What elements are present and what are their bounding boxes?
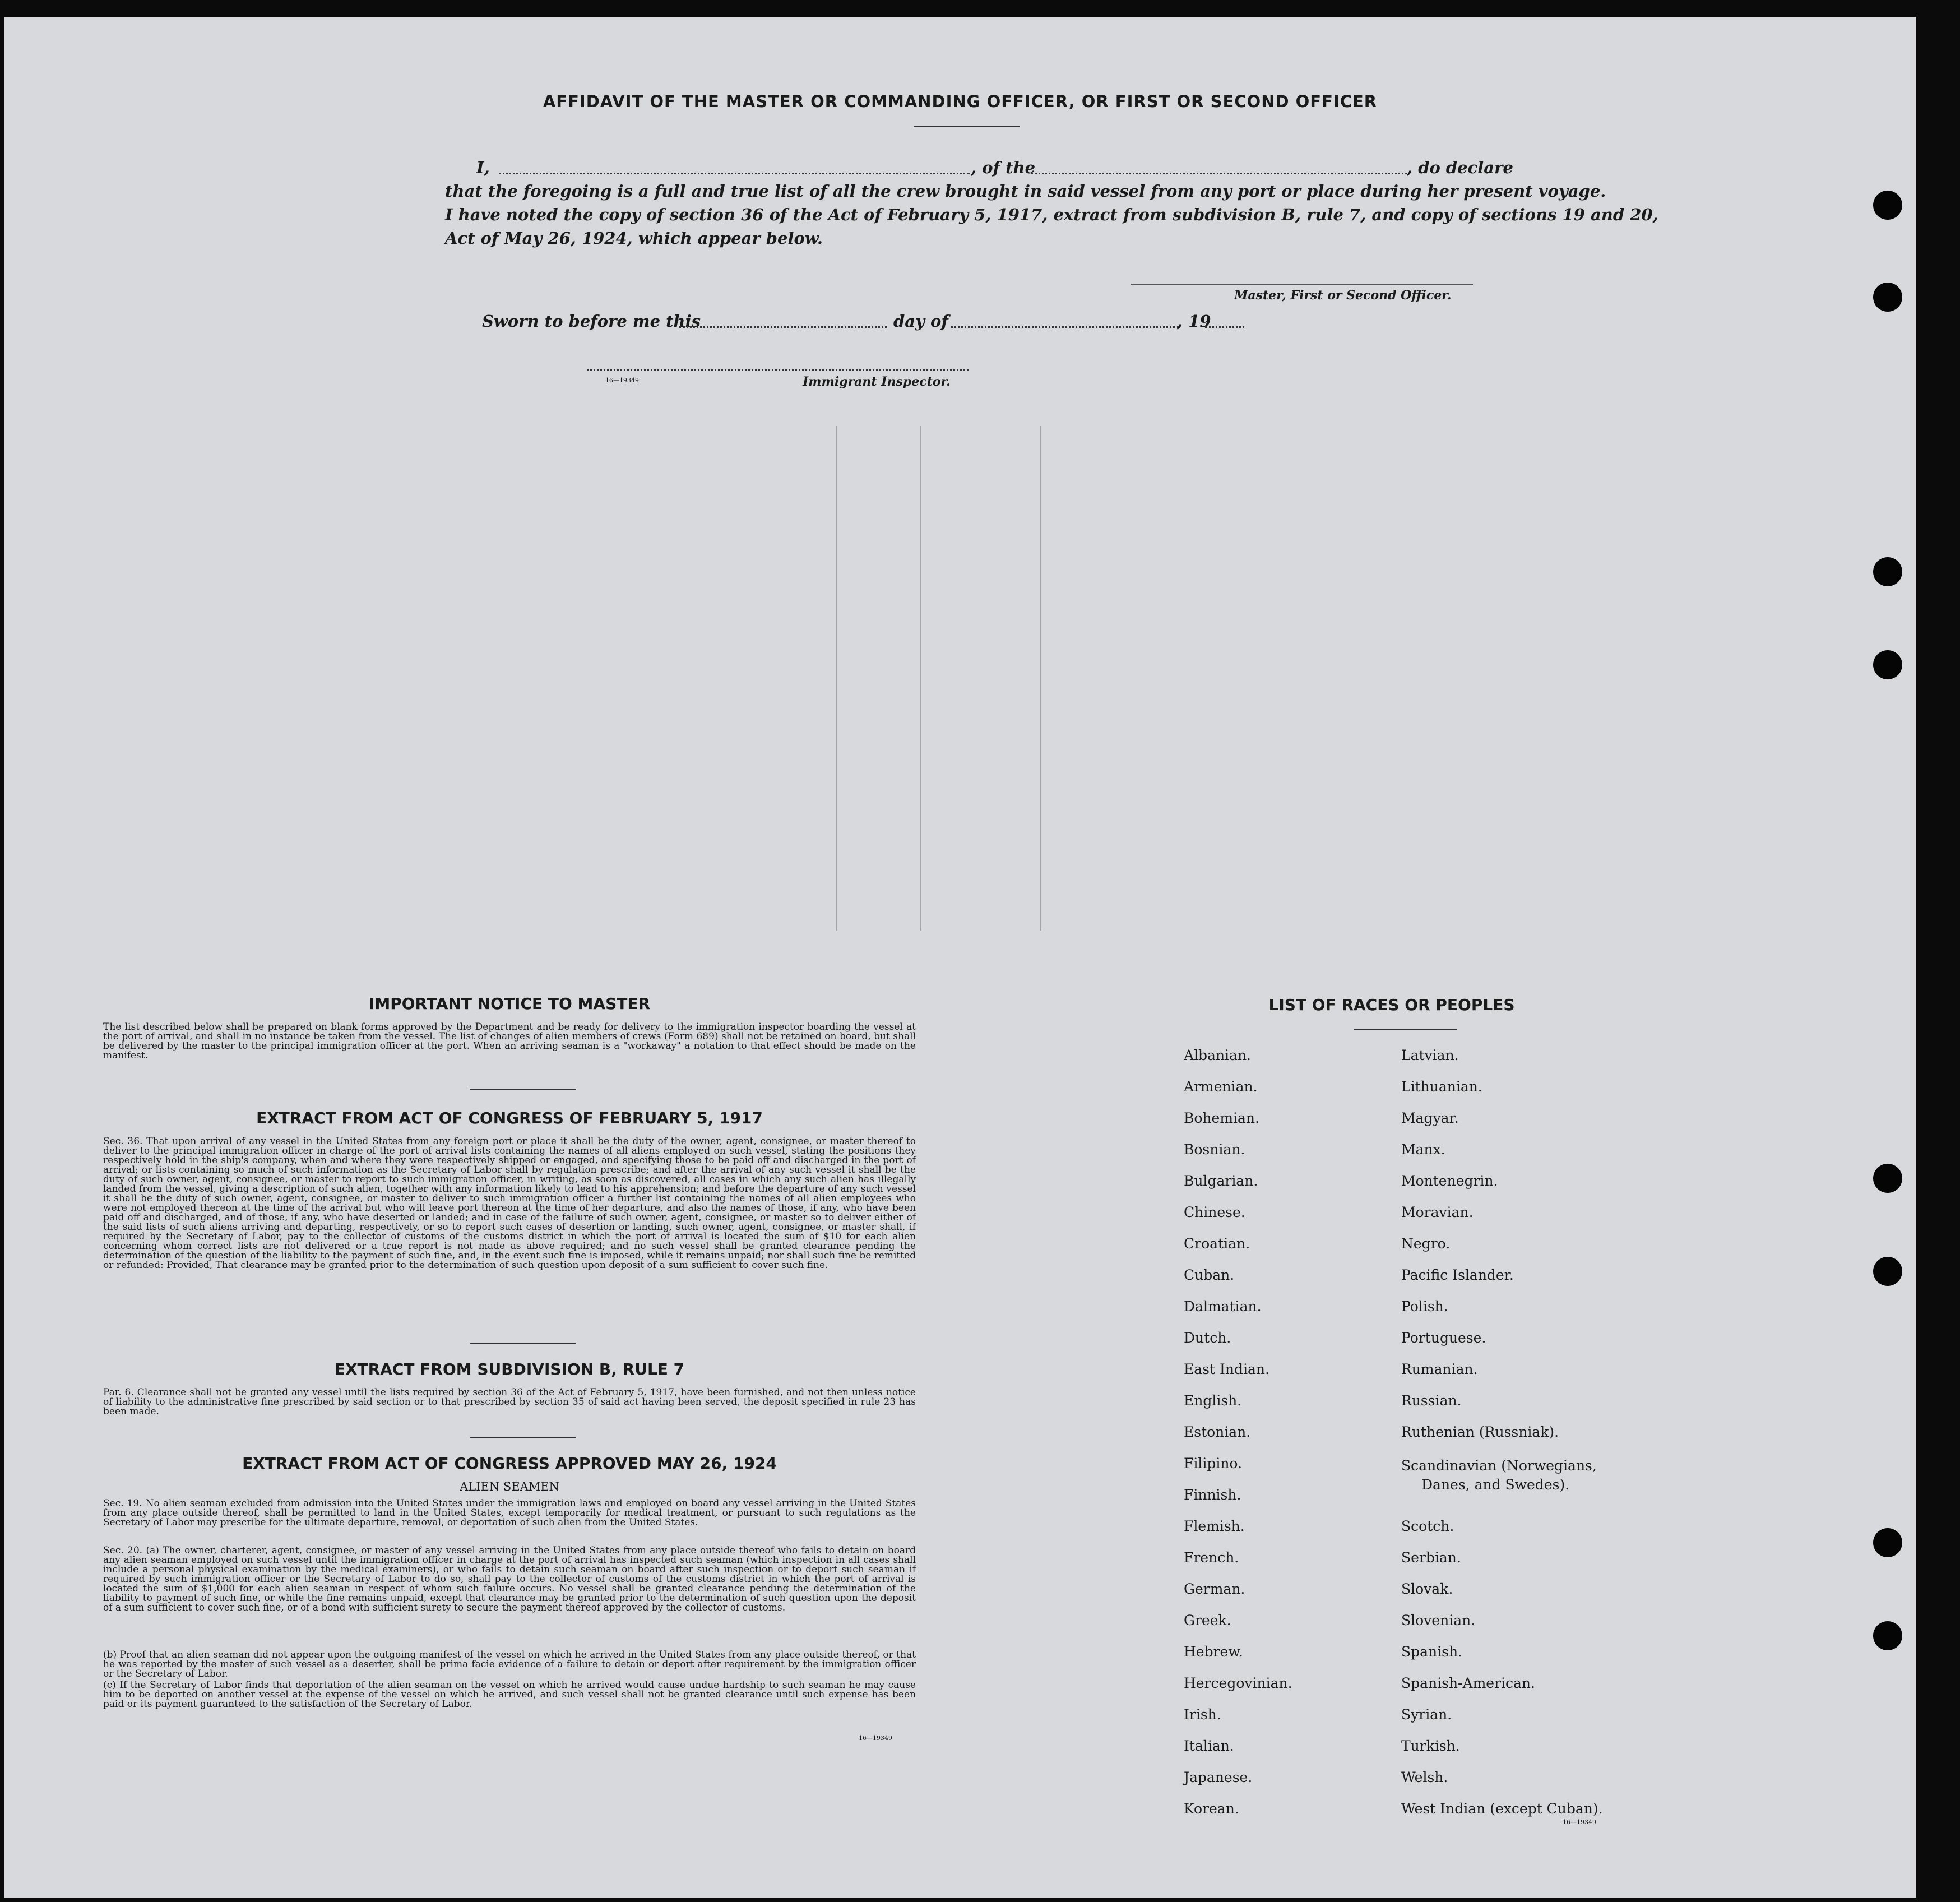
binder-hole xyxy=(1873,650,1902,679)
races-heading: LIST OF RACES OR PEOPLES xyxy=(1268,996,1515,1014)
race-item: Albanian. xyxy=(1184,1047,1252,1063)
race-item: Japanese. xyxy=(1184,1769,1253,1785)
race-item: Rumanian. xyxy=(1401,1361,1478,1377)
race-item: Finnish. xyxy=(1184,1487,1241,1503)
races-heading-underline xyxy=(1354,1029,1457,1030)
race-item: Russian. xyxy=(1401,1392,1462,1409)
notice-text: The list described below shall be prepared on blank forms approved by the Department and be ready for delivery to the immigration inspector boarding the vessel at the port of arrival, and shall in no instance be taken from the vessel. The list of changes of alien members of crews (Form 689) shall not be retained on board, but shall be delivered by the master to the principal immigration officer at the port. When an arriving seaman is a "workaway" a notation to that effect should be made on the manifest. xyxy=(103,1021,916,1061)
day-of-label: day of xyxy=(893,312,948,331)
i-label: I, xyxy=(476,158,490,177)
race-item: Syrian. xyxy=(1401,1706,1452,1723)
section-divider xyxy=(470,1089,576,1090)
race-item: West Indian (except Cuban). xyxy=(1401,1801,1603,1817)
binder-hole xyxy=(1873,283,1902,312)
race-item: Flemish. xyxy=(1184,1518,1245,1534)
race-item: Danes, and Swedes). xyxy=(1421,1477,1570,1493)
sec-19-text: Sec. 19. No alien seaman excluded from admission into the United States under the immigration laws and employed on board any vessel arriving in the United States from any place outside thereof, shall be permitted to land in the United States, except temporarily for medical treatment, or pursuant to such regulations as the Secretary of Labor may prescribe for the ultimate departure, removal, or deportation of such alien from the United States. xyxy=(103,1498,916,1528)
race-item: Estonian. xyxy=(1184,1424,1251,1440)
race-item: Filipino. xyxy=(1184,1455,1242,1471)
races-form-number: 16—19349 xyxy=(1563,1818,1596,1826)
race-item: Montenegrin. xyxy=(1401,1173,1498,1189)
notice-heading: IMPORTANT NOTICE TO MASTER xyxy=(368,994,651,1013)
section-divider xyxy=(470,1343,576,1344)
race-item: Serbian. xyxy=(1401,1549,1461,1566)
ruling-line xyxy=(920,426,921,931)
inspector-caption: Immigrant Inspector. xyxy=(803,374,951,389)
race-item: Armenian. xyxy=(1184,1079,1258,1095)
binder-hole xyxy=(1873,1528,1902,1557)
race-item: Dutch. xyxy=(1184,1330,1231,1346)
signature-caption: Master, First or Second Officer. xyxy=(1234,288,1452,303)
race-item: English. xyxy=(1184,1392,1242,1409)
year-blank xyxy=(1205,326,1244,328)
race-item: Bulgarian. xyxy=(1184,1173,1258,1189)
race-item: Greek. xyxy=(1184,1612,1231,1628)
name-blank xyxy=(499,173,970,174)
race-item: Spanish. xyxy=(1401,1644,1463,1660)
section-divider xyxy=(470,1437,576,1438)
race-item: Cuban. xyxy=(1184,1267,1235,1283)
binder-hole xyxy=(1873,557,1902,586)
of-the-label: , of the xyxy=(971,158,1036,177)
form-number: 16—19349 xyxy=(605,377,639,384)
race-item: German. xyxy=(1184,1581,1245,1597)
race-item: Hercegovinian. xyxy=(1184,1675,1292,1691)
race-item: Irish. xyxy=(1184,1706,1221,1723)
race-item: French. xyxy=(1184,1549,1239,1566)
race-item: Latvian. xyxy=(1401,1047,1459,1063)
race-item: Dalmatian. xyxy=(1184,1298,1262,1315)
signature-line xyxy=(1131,284,1473,285)
race-item: Bosnian. xyxy=(1184,1141,1245,1158)
binder-hole xyxy=(1873,191,1902,220)
race-item: Polish. xyxy=(1401,1298,1448,1315)
extract-1917-heading: EXTRACT FROM ACT OF CONGRESS OF FEBRUARY 5, 1917 xyxy=(256,1109,763,1127)
extract-1924-heading: EXTRACT FROM ACT OF CONGRESS APPROVED MAY 26, 1924 xyxy=(242,1454,777,1473)
binder-hole xyxy=(1873,1621,1902,1650)
race-item: Negro. xyxy=(1401,1235,1451,1252)
extract-1917-text: Sec. 36. That upon arrival of any vessel in the United States from any foreign port or place it shall be the duty of the owner, agent, consignee, or master thereof to deliver to the principal immigration officer in charge of the port of arrival lists containing the names of all aliens employed on such vessel, stating the positions they respectively hold in the ship's company, when and where they were respectively shipped or engaged, and specifying those to be paid off and discharged in the port of arrival; or lists containing so much of such information as the Secretary of Labor shall by regulation prescribe; and after the arrival of any such vessel it shall be the duty of such owner, agent, consignee, or master to report to such immigration officer, in writing, as soon as discovered, all cases in which any such alien has illegally landed from the vessel, giving a description of such alien, together with any information likely to lead to his apprehension; and before the departure of any such vessel it shall be the duty of such owner, agent, consignee, or master to deliver to such immigration officer a further list containing the names of all alien employees who were not employed thereon at the time of the arrival but who will leave port thereon at the time of her departure, and also the names of those, if any, who have been paid off and discharged, and of those, if any, who have deserted or landed; and in case of the failure of such owner, agent, consignee, or master so to deliver either of the said lists of such aliens arriving and departing, respectively, or so to report such cases of desertion or landing, such owner, agent, consignee, or master shall, if required by the Secretary of Labor, pay to the collector of customs of the customs district in which the port of arrival is located the sum of $10 for each alien concerning whom correct lists are not delivered or a true report is not made as above required; and no such vessel shall be granted clearance pending the determination of the question of the liability to the payment of such fine, and, in the event such fine is imposed, while it remains unpaid; nor shall such fine be remitted or refunded: Provided, That clearance may be granted prior to the determination of such question upon deposit of a sum sufficient to cover such fine. xyxy=(103,1136,916,1271)
race-item: Magyar. xyxy=(1401,1110,1459,1126)
race-item: Portuguese. xyxy=(1401,1330,1486,1346)
form-sheet xyxy=(4,17,1916,1898)
race-item: Moravian. xyxy=(1401,1204,1474,1220)
title-underline xyxy=(914,126,1020,127)
race-item: Manx. xyxy=(1401,1141,1445,1158)
day-blank xyxy=(679,326,887,328)
sec-20a-text: Sec. 20. (a) The owner, charterer, agent, consignee, or master of any vessel arriving in the United States from any place outside thereof who fails to detain on board any alien seaman employed on such vessel until the immigration officer in charge at the port of arrival has inspected such seaman (which inspection in all cases shall include a personal physical examination by the medical examiners), or who fails to detain such seaman on board after such inspection or to deport such seaman if required by such immigration officer or the Secretary of Labor to do so, shall pay to the collector of customs of the customs district in which the port of arrival is located the sum of $1,000 for each alien seaman in respect of whom such failure occurs. No vessel shall be granted clearance pending the determination of the liability to payment of such fine, or while the fine remains unpaid, except that clearance may be granted prior to the determination of such question upon the deposit of a sum sufficient to cover such fine, or of a bond with sufficient surety to secure the payment thereof approved by the collector of customs. xyxy=(103,1545,916,1613)
declaration-line-4: Act of May 26, 1924, which appear below. xyxy=(445,229,823,248)
year-label: , 19 xyxy=(1177,312,1211,331)
race-item: Croatian. xyxy=(1184,1235,1250,1252)
race-item: Korean. xyxy=(1184,1801,1239,1817)
sec-20c-text: (c) If the Secretary of Labor finds that deportation of the alien seaman on the vessel on which he arrived would cause undue hardship to such seaman he may cause him to be deported on another vessel at the expense of the vessel on which he arrived, and such vessel shall not be granted clearance until such expense has been paid or its payment guaranteed to the satisfaction of the Secretary of Labor. xyxy=(103,1679,916,1710)
inspector-signature-line xyxy=(587,369,969,371)
race-item: Slovak. xyxy=(1401,1581,1453,1597)
declaration-line-3: I have noted the copy of section 36 of the Act of February 5, 1917, extract from subdivision B, rule 7, and copy of sections 19 and 20, xyxy=(445,205,1658,224)
race-item: Scandinavian (Norwegians, xyxy=(1401,1457,1597,1474)
race-item: Ruthenian (Russniak). xyxy=(1401,1424,1559,1440)
binder-hole xyxy=(1873,1257,1902,1286)
race-item: Bohemian. xyxy=(1184,1110,1259,1126)
race-item: Welsh. xyxy=(1401,1769,1448,1785)
race-item: Hebrew. xyxy=(1184,1644,1243,1660)
extract-form-number: 16—19349 xyxy=(859,1734,892,1742)
race-item: Pacific Islander. xyxy=(1401,1267,1514,1283)
race-item: Turkish. xyxy=(1401,1738,1460,1754)
sec-20b-text: (b) Proof that an alien seaman did not appear upon the outgoing manifest of the vessel on which he arrived in the United States from any place outside thereof, or that he was reported by the master of such vessel as a deserter, shall be prima facie evidence of a failure to detain or deport after requirement by the immigration officer or the Secretary of Labor. xyxy=(103,1649,916,1679)
extract-rule7-heading: EXTRACT FROM SUBDIVISION B, RULE 7 xyxy=(334,1360,685,1378)
race-item: Lithuanian. xyxy=(1401,1079,1482,1095)
sworn-label: Sworn to before me this xyxy=(482,312,701,331)
do-declare-label: , do declare xyxy=(1407,158,1513,177)
alien-seamen-subheading: ALIEN SEAMEN xyxy=(460,1480,559,1493)
ruling-line xyxy=(836,426,837,931)
ruling-line xyxy=(1040,426,1041,931)
race-item: Chinese. xyxy=(1184,1204,1245,1220)
race-item: Slovenian. xyxy=(1401,1612,1476,1628)
race-item: East Indian. xyxy=(1184,1361,1269,1377)
month-blank xyxy=(951,326,1179,328)
race-item: Scotch. xyxy=(1401,1518,1454,1534)
binder-hole xyxy=(1873,1164,1902,1193)
race-item: Spanish-American. xyxy=(1401,1675,1535,1691)
vessel-blank xyxy=(1031,173,1407,174)
declaration-line-2: that the foregoing is a full and true list of all the crew brought in said vessel from any port or place during her present voyage. xyxy=(445,182,1606,201)
race-item: Italian. xyxy=(1184,1738,1234,1754)
extract-rule7-text: Par. 6. Clearance shall not be granted any vessel until the lists required by section 36 of the Act of February 5, 1917, have been furnished, and not then unless notice of liability to the administrative fine prescribed by said section or to that prescribed by section 35 of said act having been served, the deposit specified in rule 23 has been made. xyxy=(103,1387,916,1417)
affidavit-title: AFFIDAVIT OF THE MASTER OR COMMANDING OFFICER, OR FIRST OR SECOND OFFICER xyxy=(543,92,1378,111)
